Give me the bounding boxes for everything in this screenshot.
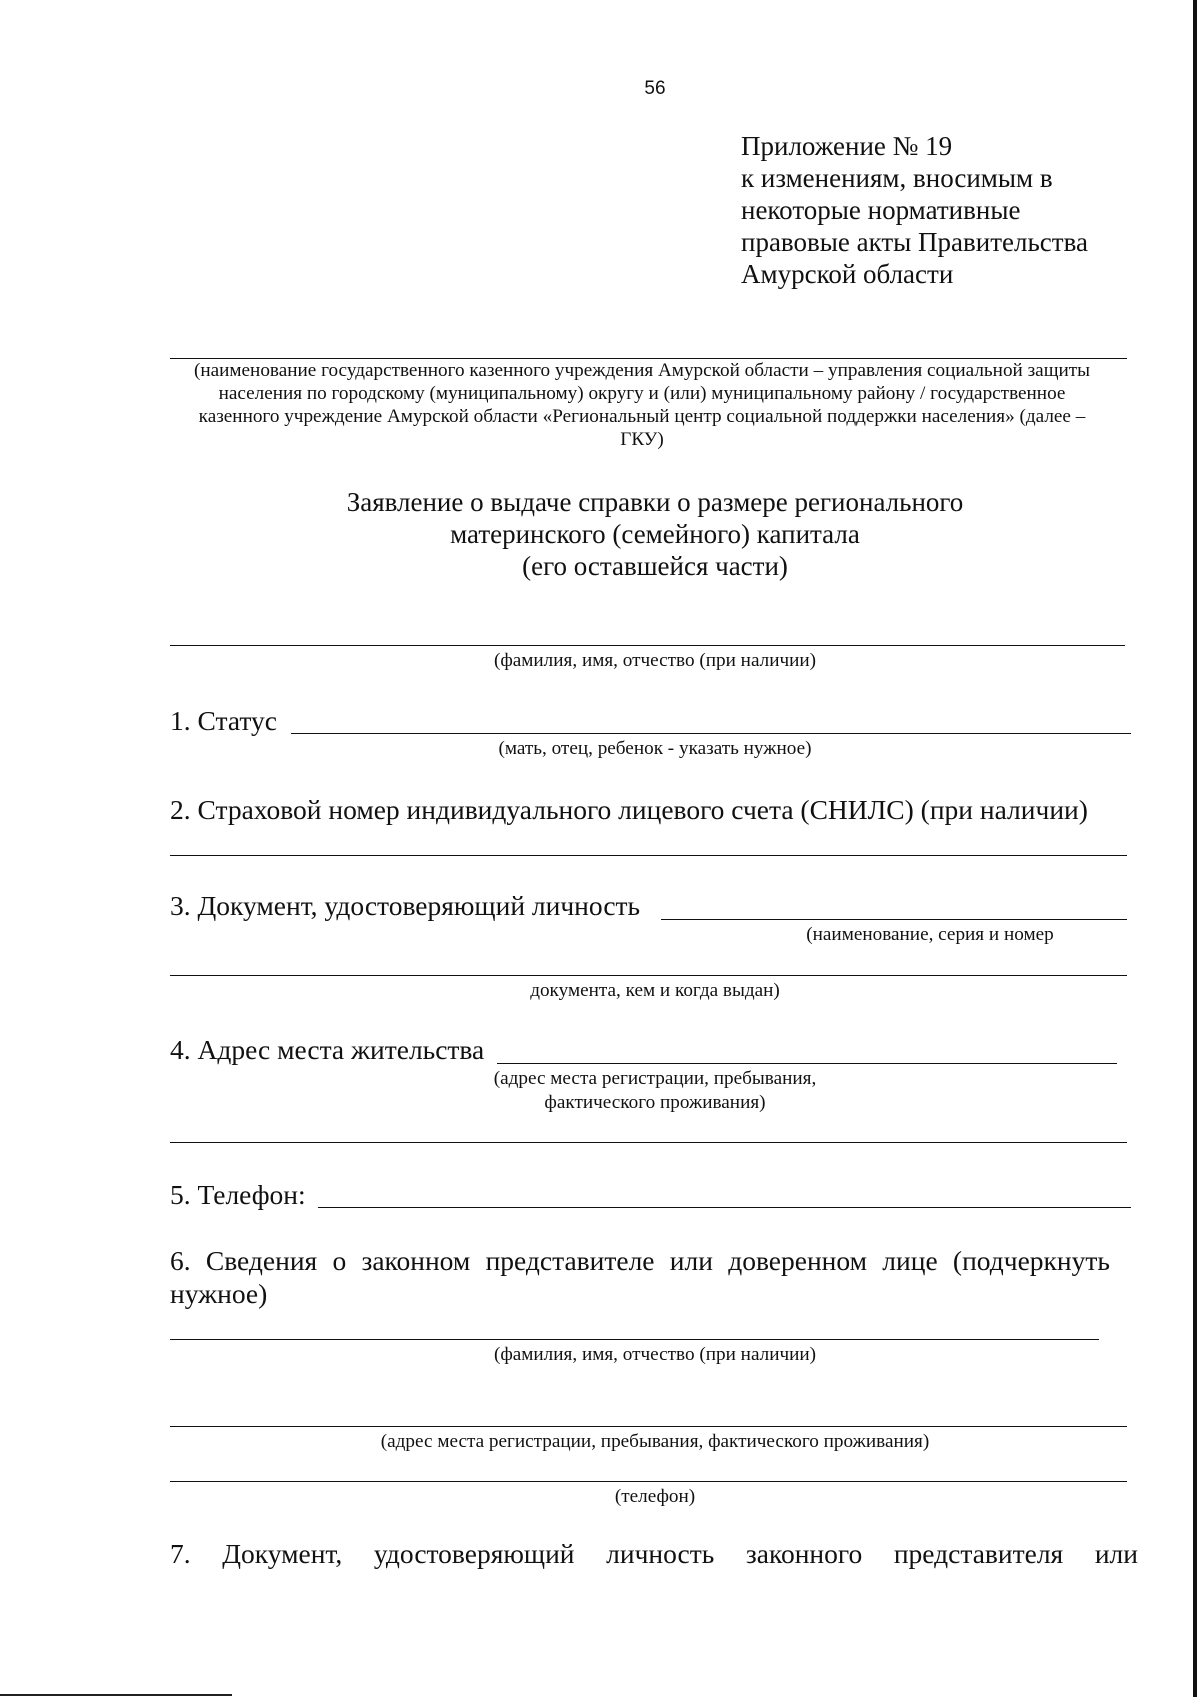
representative-word: Сведения [205, 1245, 318, 1276]
representative-word: о [332, 1245, 347, 1276]
scan-artifact-line [0, 1694, 232, 1696]
phone-label: 5. Телефон: [170, 1179, 306, 1210]
representative-word: лице [882, 1245, 938, 1276]
representative-phone-note: (телефон) [614, 1486, 696, 1507]
snils-field-line[interactable] [170, 855, 1127, 856]
rep-document-word: законного [745, 1538, 863, 1569]
representative-heading-line2: нужное) [170, 1278, 268, 1309]
identity-doc-field-line-2[interactable] [170, 975, 1127, 976]
identity-doc-note: (наименование, серия и номер [806, 924, 1054, 945]
representative-fio-line[interactable] [170, 1339, 1099, 1340]
address-field-line[interactable] [497, 1063, 1117, 1064]
title-line: (его оставшейся части) [522, 551, 788, 581]
rep-document-word: представителя [893, 1538, 1064, 1569]
appendix-block [741, 130, 1161, 290]
document-title [290, 486, 1020, 582]
representative-fio-note: (фамилия, имя, отчество (при наличии) [493, 1344, 817, 1365]
representative-word: (подчеркнуть [952, 1245, 1110, 1276]
representative-address-line[interactable] [170, 1426, 1127, 1427]
address-field-line-2[interactable] [170, 1142, 1127, 1143]
representative-address-note: (адрес места регистрации, пребывания, фактического проживания) [380, 1431, 930, 1452]
organization-note-line: (наименование государственного казенного учреждения Амурской области – управления социальной защиты [193, 360, 1091, 381]
representative-phone-line[interactable] [170, 1481, 1127, 1482]
organization-note-line: ГКУ) [620, 429, 664, 450]
rep-document-word: 7. [170, 1538, 191, 1569]
rep-document-word: личность [606, 1538, 715, 1569]
identity-doc-label: 3. Документ, удостоверяющий личность [170, 890, 641, 921]
organization-note-line: населения по городскому (муниципальному) округу и (или) муниципальному району / государственное [218, 383, 1066, 404]
title-line: материнского (семейного) капитала [450, 519, 860, 549]
title-line: Заявление о выдаче справки о размере регионального [346, 487, 964, 517]
representative-word: законном [361, 1245, 471, 1276]
organization-note [162, 359, 1122, 451]
representative-heading [170, 1244, 1110, 1310]
snils-label: 2. Страховой номер индивидуального лицевого счета (СНИЛС) (при наличии) [170, 794, 1088, 825]
appendix-line: некоторые нормативные [741, 195, 1021, 225]
rep-document-word: или [1094, 1538, 1138, 1569]
address-label: 4. Адрес места жительства [170, 1034, 485, 1065]
address-note: (адрес места регистрации, пребывания, [493, 1068, 817, 1089]
phone-field-line[interactable] [318, 1207, 1131, 1208]
representative-word: представителе [485, 1245, 655, 1276]
applicant-fio-line[interactable] [170, 645, 1125, 646]
status-note: (мать, отец, ребенок - указать нужное) [498, 738, 812, 759]
scan-page-edge [1190, 0, 1200, 1697]
appendix-line: к изменениям, вносимым в [741, 163, 1053, 193]
organization-note-line: казенного учреждение Амурской области «Региональный центр социальной поддержки населения» (далее – [198, 406, 1086, 427]
status-field-line[interactable] [291, 733, 1131, 734]
identity-doc-field-line[interactable] [661, 919, 1127, 920]
rep-document-word: удостоверяющий [373, 1538, 575, 1569]
status-label: 1. Статус [170, 705, 277, 736]
rep-document-heading [170, 1538, 1138, 1570]
representative-word: 6. [170, 1245, 191, 1276]
page-number: 56 [644, 78, 666, 99]
identity-doc-note-2: документа, кем и когда выдан) [530, 980, 780, 1001]
appendix-line: Амурской области [741, 259, 954, 289]
rep-document-word: Документ, [222, 1538, 343, 1569]
applicant-fio-note: (фамилия, имя, отчество (при наличии) [493, 650, 817, 671]
appendix-line: Приложение № 19 [741, 131, 953, 161]
representative-word: или [669, 1245, 713, 1276]
appendix-line: правовые акты Правительства [741, 227, 1088, 257]
address-note-2: фактического проживания) [544, 1092, 766, 1113]
representative-word: доверенном [728, 1245, 868, 1276]
